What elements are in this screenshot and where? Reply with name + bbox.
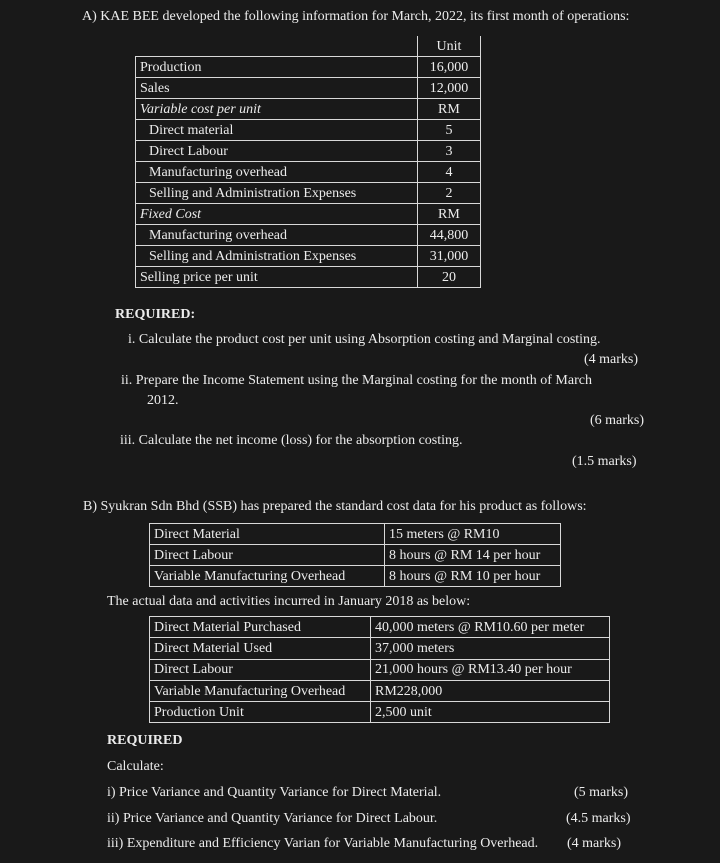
table-row <box>136 99 481 120</box>
table-row <box>150 702 610 723</box>
unit-header: Unit <box>417 36 480 57</box>
section-b-question-1-marks: (5 marks) <box>574 785 629 800</box>
section-b-question-2: ii) Price Variance and Quantity Variance for Direct Labour. <box>107 811 438 826</box>
table-row <box>150 638 610 659</box>
row-label: Direct Material Purchased <box>150 617 371 638</box>
table-row <box>136 246 481 267</box>
table-row <box>136 183 481 204</box>
table-row <box>136 267 481 288</box>
section-a-question-1: i. Calculate the product cost per unit using Absorption costing and Marginal costing. <box>128 332 601 347</box>
table-row <box>136 162 481 183</box>
row-value: 31,000 <box>417 246 480 267</box>
row-value: 12,000 <box>417 78 480 99</box>
section-a-question-1-marks: (4 marks) <box>584 352 639 367</box>
row-label: Sales <box>136 78 418 99</box>
row-value: 5 <box>417 120 480 141</box>
row-label: Direct Labour <box>136 141 418 162</box>
row-label: Direct Labour <box>150 659 371 680</box>
actual-data-table <box>149 616 610 723</box>
row-label: Direct material <box>136 120 418 141</box>
section-b-required-title: REQUIRED <box>107 733 183 748</box>
row-value: 3 <box>417 141 480 162</box>
table-row <box>136 57 481 78</box>
section-b-question-2-marks: (4.5 marks) <box>566 811 631 826</box>
table-row <box>150 680 610 701</box>
standard-cost-table <box>149 523 561 587</box>
row-label: Direct Material <box>150 524 385 545</box>
section-b-question-1: i) Price Variance and Quantity Variance for Direct Material. <box>107 785 442 800</box>
section-a-question-2-continued: 2012. <box>147 393 179 408</box>
row-value: RM228,000 <box>371 680 610 701</box>
row-value: 21,000 hours @ RM13.40 per hour <box>371 659 610 680</box>
row-value: RM <box>417 204 480 225</box>
row-value: 20 <box>417 267 480 288</box>
row-value: 8 hours @ RM 10 per hour <box>385 566 561 587</box>
section-a-question-3-marks: (1.5 marks) <box>572 454 637 469</box>
table-row <box>136 120 481 141</box>
row-value: 2,500 unit <box>371 702 610 723</box>
row-label: Selling and Administration Expenses <box>136 246 418 267</box>
row-label: Manufacturing overhead <box>136 225 418 246</box>
section-a-heading: A) KAE BEE developed the following information for March, 2022, its first month of operations: <box>82 9 630 24</box>
row-label: Direct Material Used <box>150 638 371 659</box>
row-value: RM <box>417 99 480 120</box>
table-row <box>150 659 610 680</box>
row-label: Manufacturing overhead <box>136 162 418 183</box>
row-value: 44,800 <box>417 225 480 246</box>
row-value: 15 meters @ RM10 <box>385 524 561 545</box>
table-row <box>136 204 481 225</box>
row-value: 2 <box>417 183 480 204</box>
section-a-question-2: ii. Prepare the Income Statement using the Marginal costing for the month of March <box>121 373 592 388</box>
section-a-required-title: REQUIRED: <box>115 307 196 322</box>
calculate-label: Calculate: <box>107 759 164 774</box>
row-label: Variable cost per unit <box>136 99 418 120</box>
row-label: Variable Manufacturing Overhead <box>150 566 385 587</box>
kae-bee-data-table <box>135 36 481 288</box>
table-row <box>150 617 610 638</box>
row-label: Production <box>136 57 418 78</box>
section-a-question-2-marks: (6 marks) <box>590 413 645 428</box>
section-b-heading: B) Syukran Sdn Bhd (SSB) has prepared the standard cost data for his product as follows: <box>83 499 587 514</box>
table-header-row <box>136 36 481 57</box>
actual-data-intro: The actual data and activities incurred in January 2018 as below: <box>107 594 471 609</box>
table-row <box>136 141 481 162</box>
row-value: 16,000 <box>417 57 480 78</box>
row-label: Selling and Administration Expenses <box>136 183 418 204</box>
table-row <box>150 566 561 587</box>
table-row <box>136 225 481 246</box>
row-value: 40,000 meters @ RM10.60 per meter <box>371 617 610 638</box>
row-label: Selling price per unit <box>136 267 418 288</box>
table-row <box>150 545 561 566</box>
table-row <box>136 78 481 99</box>
section-a-question-3: iii. Calculate the net income (loss) for the absorption costing. <box>120 433 463 448</box>
row-label: Production Unit <box>150 702 371 723</box>
table-row <box>150 524 561 545</box>
row-value: 37,000 meters <box>371 638 610 659</box>
row-value: 4 <box>417 162 480 183</box>
section-b-question-3-marks: (4 marks) <box>567 836 622 851</box>
row-label: Fixed Cost <box>136 204 418 225</box>
row-label: Variable Manufacturing Overhead <box>150 680 371 701</box>
row-value: 8 hours @ RM 14 per hour <box>385 545 561 566</box>
section-b-question-3: iii) Expenditure and Efficiency Varian for Variable Manufacturing Overhead. <box>107 836 539 851</box>
row-label: Direct Labour <box>150 545 385 566</box>
